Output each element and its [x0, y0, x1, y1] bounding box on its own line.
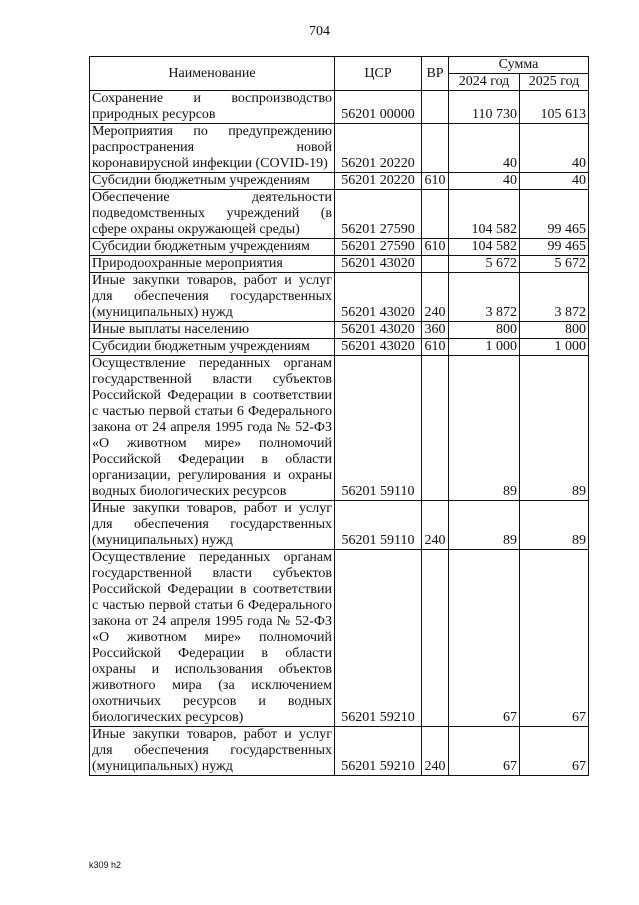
- row-amount-2024: 67: [449, 550, 520, 727]
- row-vr-code: [422, 550, 449, 727]
- table-row: [90, 322, 589, 339]
- header-year-2024: 2024 год: [449, 74, 520, 91]
- row-vr-code: 240: [422, 727, 449, 776]
- row-amount-2025: 105 613: [520, 91, 589, 124]
- row-vr-code: 360: [422, 322, 449, 339]
- row-csr-code: 56201 43020: [335, 322, 422, 339]
- row-name: Осуществление переданных органам государственной власти субъектов Российской Федерации в соответствии с частью первой статьи 6 Федерального закона от 24 апреля 1995 года № 52-ФЗ «О животном мире» полномочий Российской Федерации в области охраны и использования объектов животного мира (за исключением охотничьих ресурсов и водных биологических ресурсов): [90, 550, 335, 727]
- row-vr-code: 610: [422, 339, 449, 356]
- row-amount-2024: 800: [449, 322, 520, 339]
- row-name: Субсидии бюджетным учреждениям: [90, 339, 335, 356]
- row-name: Иные закупки товаров, работ и услуг для обеспечения государственных (муниципальных) нужд: [90, 501, 335, 550]
- row-csr-code: 56201 43020: [335, 339, 422, 356]
- row-vr-code: [422, 124, 449, 173]
- row-csr-code: 56201 20220: [335, 124, 422, 173]
- page-number: 704: [309, 24, 330, 39]
- header-sum: Сумма: [449, 57, 589, 74]
- row-name: Иные закупки товаров, работ и услуг для обеспечения государственных (муниципальных) нужд: [90, 273, 335, 322]
- row-name: Иные закупки товаров, работ и услуг для обеспечения государственных (муниципальных) нужд: [90, 727, 335, 776]
- row-vr-code: 240: [422, 273, 449, 322]
- row-csr-code: 56201 00000: [335, 91, 422, 124]
- row-csr-code: 56201 20220: [335, 173, 422, 190]
- row-vr-code: [422, 91, 449, 124]
- row-amount-2025: 99 465: [520, 190, 589, 239]
- row-amount-2024: 5 672: [449, 256, 520, 273]
- header-year-2025: 2025 год: [520, 74, 589, 91]
- row-csr-code: 56201 43020: [335, 273, 422, 322]
- row-amount-2024: 104 582: [449, 190, 520, 239]
- table-row: [90, 124, 589, 173]
- header-name: Наименование: [90, 57, 335, 91]
- row-amount-2025: 99 465: [520, 239, 589, 256]
- row-csr-code: 56201 27590: [335, 239, 422, 256]
- row-amount-2024: 89: [449, 501, 520, 550]
- row-amount-2025: 40: [520, 173, 589, 190]
- row-csr-code: 56201 59210: [335, 727, 422, 776]
- row-name: Субсидии бюджетным учреждениям: [90, 239, 335, 256]
- row-amount-2024: 40: [449, 173, 520, 190]
- row-csr-code: 56201 59110: [335, 356, 422, 501]
- row-csr-code: 56201 59210: [335, 550, 422, 727]
- row-vr-code: 240: [422, 501, 449, 550]
- row-csr-code: 56201 27590: [335, 190, 422, 239]
- table-row: [90, 190, 589, 239]
- row-vr-code: 610: [422, 173, 449, 190]
- row-amount-2025: 89: [520, 356, 589, 501]
- table-row: [90, 256, 589, 273]
- row-name: Иные выплаты населению: [90, 322, 335, 339]
- row-amount-2025: 3 872: [520, 273, 589, 322]
- row-name: Обеспечение деятельности подведомственных учреждений (в сфере охраны окружающей среды): [90, 190, 335, 239]
- table-row: [90, 356, 589, 501]
- row-amount-2024: 40: [449, 124, 520, 173]
- table-body: [90, 91, 589, 776]
- row-vr-code: [422, 356, 449, 501]
- row-amount-2024: 110 730: [449, 91, 520, 124]
- row-csr-code: 56201 59110: [335, 501, 422, 550]
- row-amount-2025: 67: [520, 550, 589, 727]
- row-amount-2024: 67: [449, 727, 520, 776]
- row-amount-2024: 3 872: [449, 273, 520, 322]
- row-amount-2025: 5 672: [520, 256, 589, 273]
- header-vr: ВР: [422, 57, 449, 91]
- table-header: [90, 57, 589, 91]
- row-name: Мероприятия по предупреждению распространения новой коронавирусной инфекции (COVID-19): [90, 124, 335, 173]
- row-amount-2024: 104 582: [449, 239, 520, 256]
- row-vr-code: 610: [422, 239, 449, 256]
- header-csr: ЦСР: [335, 57, 422, 91]
- table-row: [90, 501, 589, 550]
- row-amount-2025: 1 000: [520, 339, 589, 356]
- row-vr-code: [422, 190, 449, 239]
- row-amount-2025: 89: [520, 501, 589, 550]
- row-amount-2025: 800: [520, 322, 589, 339]
- row-amount-2024: 1 000: [449, 339, 520, 356]
- table-row: [90, 173, 589, 190]
- row-amount-2024: 89: [449, 356, 520, 501]
- row-name: Природоохранные мероприятия: [90, 256, 335, 273]
- budget-table: [89, 56, 589, 776]
- footer-code: k309 h2: [89, 860, 122, 870]
- row-vr-code: [422, 256, 449, 273]
- row-csr-code: 56201 43020: [335, 256, 422, 273]
- row-name: Субсидии бюджетным учреждениям: [90, 173, 335, 190]
- table-row: [90, 339, 589, 356]
- table-row: [90, 550, 589, 727]
- table-row: [90, 239, 589, 256]
- table-row: [90, 273, 589, 322]
- table-row: [90, 727, 589, 776]
- row-name: Сохранение и воспроизводство природных ресурсов: [90, 91, 335, 124]
- row-name: Осуществление переданных органам государственной власти субъектов Российской Федерации в соответствии с частью первой статьи 6 Федерального закона от 24 апреля 1995 года № 52-ФЗ «О животном мире» полномочий Российской Федерации в области организации, регулирования и охраны водных биологических ресурсов: [90, 356, 335, 501]
- row-amount-2025: 67: [520, 727, 589, 776]
- row-amount-2025: 40: [520, 124, 589, 173]
- table-row: [90, 91, 589, 124]
